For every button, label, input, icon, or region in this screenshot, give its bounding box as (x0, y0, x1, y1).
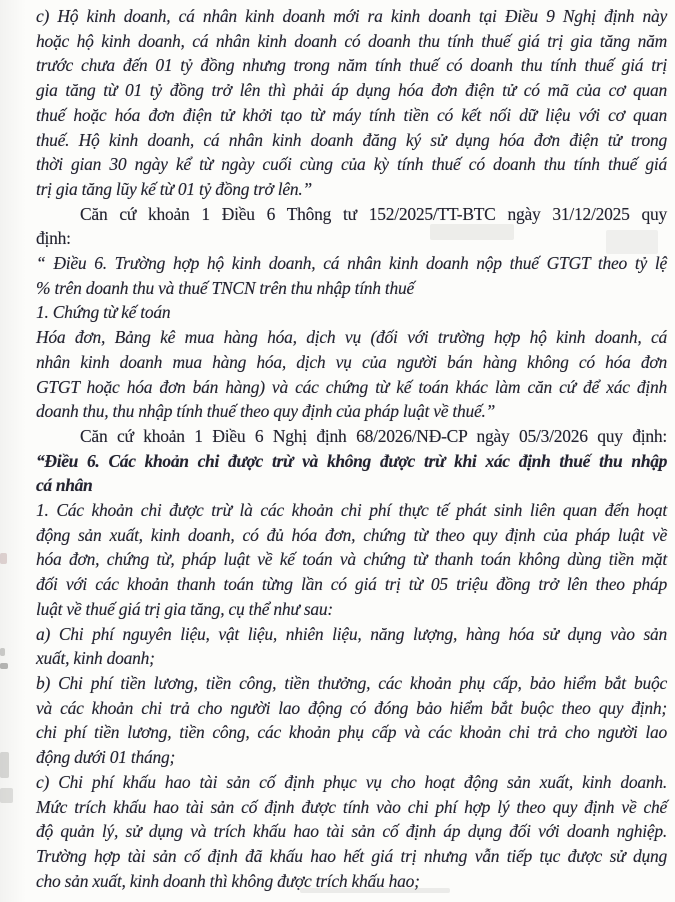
paragraph (36, 498, 667, 622)
text-line: động sản xuất, kinh doanh, có đủ hóa đơn, chứng từ theo quy định của pháp luật về (36, 524, 667, 545)
text-line: c) Chi phí khấu hao tài sản cố định phục vụ cho hoạt động sản xuất, kinh doanh. (36, 771, 667, 792)
text-line: trước chưa đến 01 tỷ đồng nhưng trong năm tính thuế có doanh thu tính thuế giá trị (36, 55, 667, 76)
paragraph (36, 622, 667, 671)
text-line: GTGT hoặc hóa đơn bán hàng) và các chứng từ kế toán khác làm căn cứ để xác định (36, 376, 667, 397)
text-line: cá nhân (36, 475, 93, 496)
text-line: doanh thu, thu nhập tính thuế theo quy định của pháp luật về thuế.” (36, 401, 496, 422)
text-line: “ Điều 6. Trường hợp hộ kinh doanh, cá nhân kinh doanh nộp thuế GTGT theo tỷ lệ (36, 253, 667, 274)
text-line: 1. Chứng từ kế toán (36, 302, 171, 323)
paragraph (36, 770, 667, 894)
text-line: thuế. Hộ kinh doanh, cá nhân kinh doanh đăng ký sử dụng hóa đơn điện tử trong (36, 129, 667, 150)
text-line: Trường hợp tài sản cố định đã khấu hao hết giá trị nhưng vẫn tiếp tục được sử dụng (36, 845, 667, 866)
paragraph (36, 325, 667, 424)
paragraph (36, 251, 667, 300)
text-line: và các khoản chi trả cho người lao động có đóng bảo hiểm bắt buộc theo quy định; (36, 697, 667, 718)
text-line: luật về thuế giá trị gia tăng, cụ thể như sau: (36, 598, 333, 619)
text-line: 1. Các khoản chi được trừ là các khoản chi phí thực tế phát sinh liên quan đến hoạt (36, 500, 667, 521)
text-line: định: (36, 228, 71, 249)
text-line: b) Chi phí tiền lương, tiền công, tiền thưởng, các khoản phụ cấp, bảo hiểm bắt buộc (36, 672, 667, 693)
paragraph (36, 671, 667, 770)
text-line: trị gia tăng lũy kế từ 01 tỷ đồng trở lên.” (36, 178, 312, 199)
text-line: cho sản xuất, kinh doanh thì không được trích khấu hao; (36, 870, 420, 891)
text-line: “Điều 6. Các khoản chi được trừ và không được trừ khi xác định thuế thu nhập (36, 450, 667, 471)
paragraph (36, 4, 667, 202)
text-line: Căn cứ khoản 1 Điều 6 Thông tư 152/2025/TT-BTC ngày 31/12/2025 quy (80, 203, 667, 224)
text-line: chi phí tiền lương, tiền công, các khoản phụ cấp và các khoản chi trả cho người lao (36, 722, 667, 743)
paragraph (36, 202, 667, 251)
text-line: xuất, kinh doanh; (36, 648, 155, 669)
paragraph (36, 300, 667, 325)
text-line: hóa đơn, chứng từ, pháp luật về kế toán và chứng từ thanh toán không dùng tiền mặt (36, 549, 667, 570)
text-line: thời gian 30 ngày kể từ ngày cuối cùng của kỳ tính thuế có doanh thu tính thuế giá (36, 154, 667, 175)
text-line: đối với các khoản thanh toán từng lần có giá trị từ 05 triệu đồng trở lên theo pháp (36, 574, 667, 595)
text-line: Mức trích khấu hao tài sản cố định được tính vào chi phí hợp lý theo quy định về chế (36, 796, 667, 817)
text-line: Căn cứ khoản 1 Điều 6 Nghị định 68/2026/NĐ-CP ngày 05/3/2026 quy định: (80, 425, 667, 446)
text-line: động dưới 01 tháng; (36, 747, 176, 768)
text-line: hoặc hộ kinh doanh, cá nhân kinh doanh có doanh thu tính thuế giá trị gia tăng năm (36, 30, 667, 51)
text-line: Hóa đơn, Bảng kê mua hàng hóa, dịch vụ (đối với trường hợp hộ kinh doanh, cá (36, 327, 667, 348)
text-line: c) Hộ kinh doanh, cá nhân kinh doanh mới ra kinh doanh tại Điều 9 Nghị định này (36, 6, 667, 26)
paragraph (36, 449, 667, 498)
text-line: thuế hoặc hóa đơn điện tử khởi tạo từ máy tính tiền có kết nối dữ liệu với cơ quan (36, 104, 667, 125)
paragraph (36, 424, 667, 449)
text-line: độ quản lý, sử dụng và trích khấu hao tài sản cố định áp dụng đối với doanh nghiệp. (36, 821, 667, 842)
text-line: % trên doanh thu và thuế TNCN trên thu nhập tính thuế (36, 277, 415, 298)
text-line: nhân kinh doanh mua hàng hóa, dịch vụ của người bán hàng không có hóa đơn (36, 351, 667, 372)
text-line: a) Chi phí nguyên liệu, vật liệu, nhiên liệu, năng lượng, hàng hóa sử dụng vào sản (36, 623, 667, 644)
text-line: gia tăng từ 01 tỷ đồng trở lên thì phải áp dụng hóa đơn điện tử có mã của cơ quan (36, 80, 667, 101)
